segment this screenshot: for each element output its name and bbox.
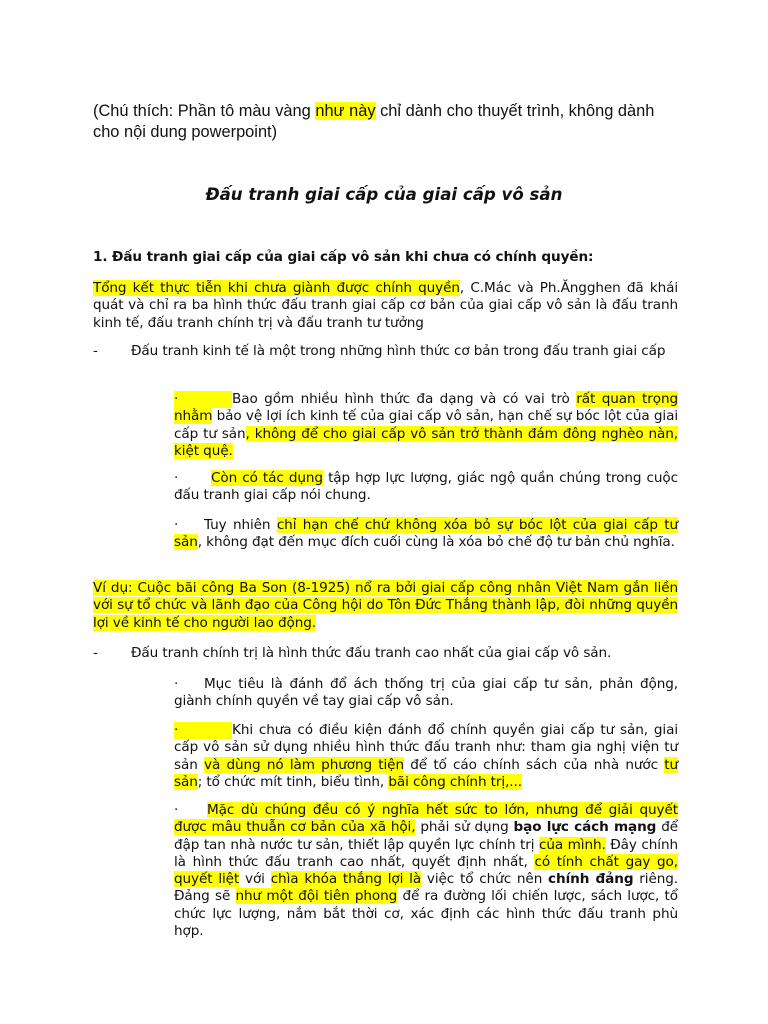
bullet-text: việc tổ chức nên (421, 871, 549, 888)
bullet-highlight: rất quan trọng nhằm (174, 391, 678, 425)
example-highlight: Ví dụ: Cuộc bãi công Ba Son (8-1925) nổ ra bởi giai cấp công nhân Việt Nam gắn liền với sự tổ chức và lãnh đạo của Công hội do Tôn Đức Thắng thành lập, đòi những quyền lợi về kinh tế cho người lao động. (93, 580, 678, 631)
economic-bullet-1 (174, 391, 678, 460)
note-highlight-sample: như này (315, 102, 376, 120)
economic-struggle-text: Đấu tranh kinh tế là một trong những hình thức cơ bản trong đấu tranh giai cấp (131, 343, 666, 359)
bullet-text: Mục tiêu là đánh đổ ách thống trị của giai cấp tư sản, phản động, giành chính quyền về tay giai cấp vô sản. (174, 676, 678, 710)
dash-marker: - (93, 645, 98, 661)
note-text-rest: chỉ dành cho thuyết trình, không dành cho nội dung powerpoint) (93, 102, 655, 141)
bullet-marker: · (174, 722, 232, 739)
dash-marker: - (93, 343, 98, 359)
bullet-marker: · (174, 470, 179, 486)
bullet-text: ; tổ chức mít tinh, biểu tình, (197, 773, 389, 790)
bullet-highlight: Còn có tác dụng (211, 470, 323, 486)
bullet-text: , không đạt đến mục đích cuối cùng là xóa bỏ chế độ tư bản chủ nghĩa. (197, 534, 675, 551)
bullet-marker: · (174, 802, 179, 818)
bullet-highlight: bãi công chính trị,... (388, 773, 522, 790)
bullet-highlight: , không để cho giai cấp vô sản trở thành đám đông nghèo nàn, kiệt quệ. (174, 425, 678, 459)
bullet-marker: · (174, 676, 179, 692)
political-struggle-text: Đấu tranh chính trị là hình thức đấu tranh cao nhất của giai cấp vô sản. (131, 645, 612, 661)
bullet-text: Khi chưa có điều kiện đánh đổ chính quyền giai cấp tư sản, giai cấp vô sản sử dụng nhiều hình thức đấu tranh như: tham gia nghị viện tư sản (174, 722, 678, 773)
bullet-highlight: như một đội tiên phong (235, 888, 398, 905)
bullet-text: tập hợp lực lượng, giác ngộ quần chúng trong cuộc đấu tranh giai cấp nói chung. (174, 470, 678, 504)
bullet-text: với (239, 871, 271, 888)
example-paragraph (93, 580, 678, 632)
bullet-text: để tố cáo chính sách của nhà nước (403, 756, 665, 773)
bullet-text: để ra đường lối chiến lược, sách lược, tổ chức lực lượng, nắm bắt thời cơ, xác định các hình thức đấu tranh phù hợp. (174, 888, 678, 940)
bullet-text: bảo vệ lợi ích kinh tế của giai cấp vô sản, hạn chế sự bóc lột của giai cấp tư sản (174, 408, 678, 442)
political-bullet-1 (174, 676, 678, 711)
section-heading: 1. Đấu tranh giai cấp của giai cấp vô sản khi chưa có chính quyền: (93, 249, 594, 265)
annotation-note (93, 101, 678, 143)
bullet-text: Tuy nhiên (204, 517, 277, 533)
bullet-highlight: chỉ hạn chế chứ không xóa bỏ sự bóc lột của giai cấp tư sản (174, 517, 678, 551)
bullet-highlight: có tính chất gay go, quyết liệt (174, 853, 678, 888)
political-bullet-2 (174, 722, 678, 791)
political-struggle-item (93, 645, 678, 662)
bullet-text: Đây chính là hình thức đấu tranh cao nhất, quyết định nhất, (174, 836, 678, 870)
bullet-highlight: và dùng nó làm phương tiện (204, 756, 404, 773)
bold-term: bạo lực cách mạng (513, 819, 657, 836)
political-bullet-3 (174, 802, 678, 940)
bullet-text: phải sử dụng (415, 819, 514, 836)
economic-bullet-3 (174, 517, 678, 552)
document-title: Đấu tranh giai cấp của giai cấp vô sản (205, 185, 563, 204)
bullet-highlight: tư sản (174, 756, 678, 790)
bullet-text: Bao gồm nhiều hình thức đa dạng và có vai trò (232, 391, 577, 407)
intro-text: , C.Mác và Ph.Ăngghen đã khái quát và chỉ ra ba hình thức đấu tranh giai cấp cơ bản của giai cấp vô sản là đấu tranh kinh tế, đấu tranh chính trị và đấu tranh tư tưởng (93, 280, 679, 331)
economic-bullet-2 (174, 470, 678, 505)
bullet-marker: · (174, 391, 232, 408)
intro-highlight: Tổng kết thực tiễn khi chưa giành được chính quyền (93, 280, 460, 296)
bullet-text: để đập tan nhà nước tư sản, thiết lập quyền lực chính trị (174, 819, 678, 853)
bullet-text: riêng. Đảng sẽ (174, 871, 679, 905)
intro-paragraph (93, 280, 678, 332)
note-text: (Chú thích: Phần tô màu vàng (93, 102, 316, 120)
bold-term: chính đảng (548, 871, 634, 888)
bullet-marker: · (174, 517, 179, 533)
economic-struggle-item (93, 343, 678, 360)
bullet-highlight: Mặc dù chúng đều có ý nghĩa hết sức to lớn, nhưng để giải quyết được mâu thuẫn cơ bản của xã hội, (174, 802, 678, 836)
bullet-highlight: của mình. (538, 836, 606, 853)
bullet-highlight: chìa khóa thắng lợi là (270, 871, 422, 888)
